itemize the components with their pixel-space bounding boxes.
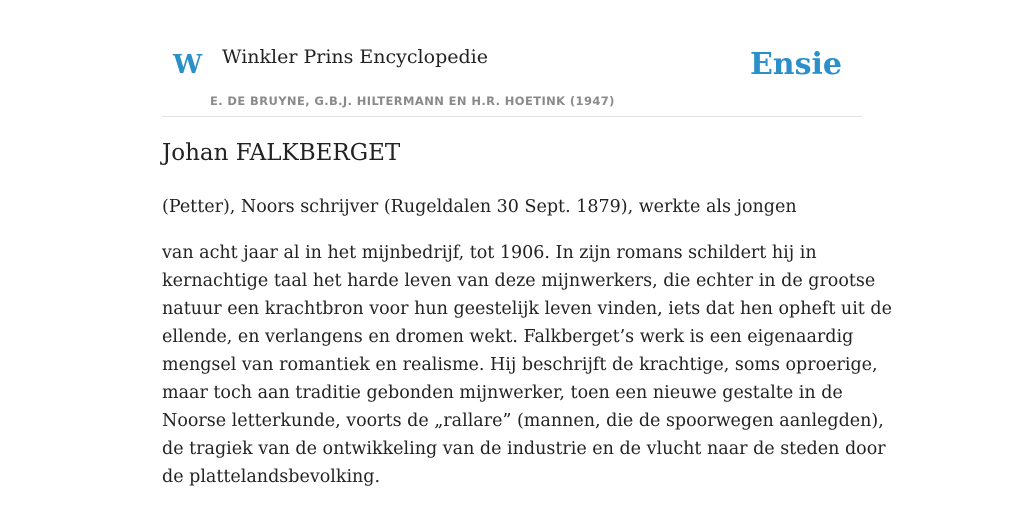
- article-body-line: van acht jaar al in het mijnbedrijf, tot 1906. In zijn romans schildert hij in: [162, 243, 817, 263]
- article-body-line: mengsel van romantiek en realisme. Hij beschrijft de krachtige, soms oproerige,: [162, 355, 878, 375]
- article-body-line: ellende, en verlangens en dromen wekt. Falkberget’s werk is een eigenaardig: [162, 327, 854, 347]
- article-body-line: Noorse letterkunde, voorts de „rallare” (mannen, die de spoorwegen aanlegden),: [162, 411, 884, 431]
- article-title: Johan FALKBERGET: [162, 140, 401, 166]
- article-body-line: natuur een krachtbron voor hun geestelijk leven vinden, iets dat hen opheft uit de: [162, 299, 892, 319]
- publication-logo-icon[interactable]: W: [173, 50, 203, 80]
- ensie-logo-link[interactable]: Ensie: [749, 47, 842, 82]
- article-body-line: de tragiek van de ontwikkeling van de industrie en de vlucht naar de steden door: [162, 439, 886, 459]
- publication-authors: E. DE BRUYNE, G.B.J. HILTERMANN EN H.R. HOETINK (1947): [210, 94, 615, 108]
- article-body: [162, 239, 892, 491]
- article-body-line: kernachtige taal het harde leven van deze mijnwerkers, die echter in de grootse: [162, 271, 876, 291]
- publication-title[interactable]: Winkler Prins Encyclopedie: [222, 46, 488, 68]
- article-intro: (Petter), Noors schrijver (Rugeldalen 30 Sept. 1879), werkte als jongen: [162, 197, 797, 217]
- article-body-line: maar toch aan traditie gebonden mijnwerker, toen een nieuwe gestalte in de: [162, 383, 843, 403]
- article-body-line: de plattelandsbevolking.: [162, 467, 381, 487]
- site-header: [162, 30, 862, 117]
